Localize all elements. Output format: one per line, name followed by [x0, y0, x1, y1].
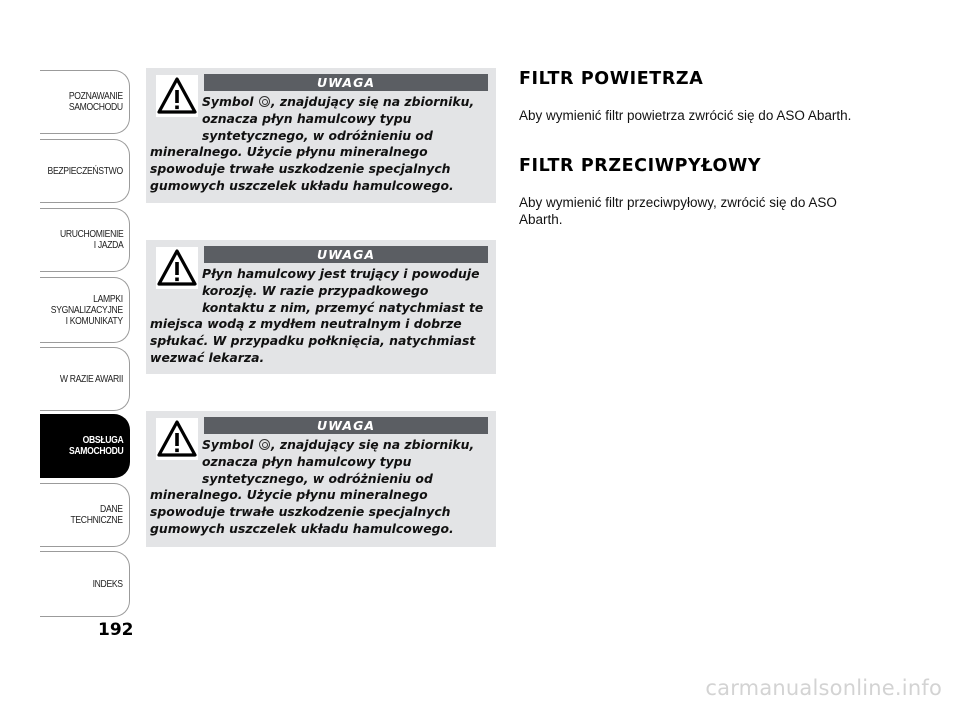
- tab-bezpieczenstwo[interactable]: [40, 139, 130, 203]
- tab-label: POZNAWANIE SAMOCHODU: [69, 90, 123, 113]
- warning-header-label: UWAGA: [316, 418, 376, 433]
- brake-fluid-symbol-icon: [259, 96, 270, 107]
- warning-header: [204, 246, 488, 263]
- warning-text-rest: , znajdujący się na zbiorniku, oznacza płyn hamulcowy typu syntetycznego, w odróżnieniu od mineralnego. Użycie płynu mineralnego spowoduje trwałe uszkodzenie specjalnych gumowych uszczelek układu hamulcowego.: [150, 94, 475, 193]
- warning-text-rest: , znajdujący się na zbiorniku, oznacza płyn hamulcowy typu syntetycznego, w odróżnieniu od mineralnego. Użycie płynu mineralnego spowoduje trwałe uszkodzenie specjalnych gumowych uszczelek układu hamulcowego.: [150, 437, 475, 536]
- tab-indeks[interactable]: [40, 551, 130, 617]
- section-body-filtr-powietrza: Aby wymienić filtr powietrza zwrócić się do ASO Abarth.: [519, 108, 852, 123]
- tab-label: INDEKS: [92, 577, 123, 590]
- tab-uruchomienie-i-jazda[interactable]: [40, 208, 130, 272]
- page-number: 192: [98, 620, 134, 640]
- warning-box: [146, 411, 496, 547]
- tab-obsluga-samochodu[interactable]: [40, 414, 130, 478]
- section-title-filtr-przeciwpylowy: FILTR PRZECIWPYŁOWY: [519, 156, 762, 176]
- section-body-filtr-przeciwpylowy: Aby wymienić filtr przeciwpyłowy, zwrócić się do ASO Abarth.: [519, 195, 837, 227]
- warning-header-label: UWAGA: [316, 247, 376, 262]
- warning-box: [146, 240, 496, 374]
- watermark: carmanualsonline.info: [705, 676, 942, 700]
- warning-text: [150, 94, 490, 195]
- warning-box: [146, 68, 496, 203]
- tab-w-razie-awarii[interactable]: [40, 347, 130, 411]
- warning-text: [150, 266, 490, 367]
- tab-label: W RAZIE AWARII: [59, 372, 123, 385]
- tab-label: OBSŁUGA SAMOCHODU: [68, 434, 123, 457]
- warning-text-body: Płyn hamulcowy jest trujący i powoduje korozję. W razie przypadkowego kontaktu z nim, przemyć natychmiast te miejsca wodą z mydłem neutralnym i dobrze spłukać. W przypadku połknięcia, natychmiast wezwać lekarza.: [150, 266, 484, 365]
- tab-label: BEZPIECZEŃSTWO: [47, 164, 123, 177]
- warning-header: [204, 74, 488, 91]
- tab-poznawanie-samochodu[interactable]: [40, 70, 130, 134]
- tab-label: LAMPKI SYGNALIZACYJNE I KOMUNIKATY: [51, 292, 123, 327]
- tab-lampki-sygnalizacyjne[interactable]: [40, 277, 130, 343]
- brake-fluid-symbol-icon: [259, 439, 270, 450]
- warning-text-lead: Symbol: [202, 437, 254, 452]
- tab-label: DANE TECHNICZNE: [70, 503, 123, 526]
- tab-dane-techniczne[interactable]: [40, 483, 130, 547]
- warning-header-label: UWAGA: [316, 75, 376, 90]
- tab-label: URUCHOMIENIE I JAZDA: [59, 228, 123, 251]
- section-title-filtr-powietrza: FILTR POWIETRZA: [519, 69, 704, 89]
- warning-text: [150, 437, 490, 538]
- warning-text-lead: Symbol: [202, 94, 254, 109]
- warning-header: [204, 417, 488, 434]
